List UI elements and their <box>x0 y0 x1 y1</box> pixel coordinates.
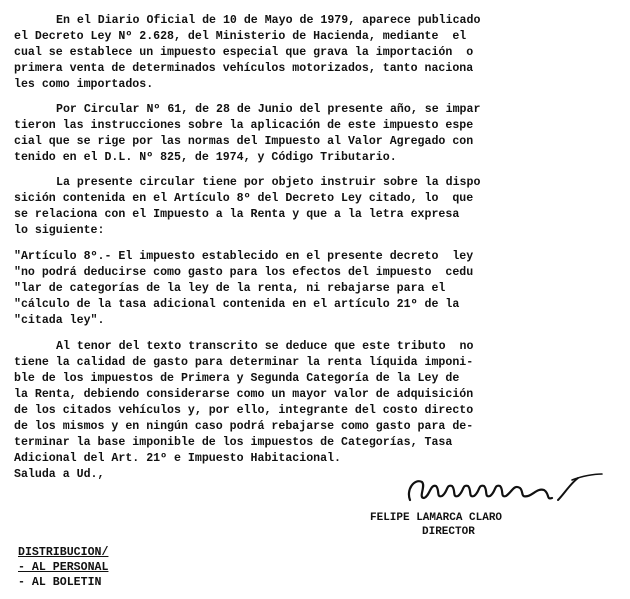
text-line: primera venta de determinados vehículos motorizados, tanto naciona <box>14 62 474 75</box>
text-line: En el Diario Oficial de 10 de Mayo de 1979, aparece publicado <box>56 14 481 27</box>
text-line: tiene la calidad de gasto para determinar la renta líquida imponi- <box>14 356 474 369</box>
text-line: la Renta, debiendo considerarse como un mayor valor de adquisición <box>14 388 474 401</box>
text-line: Por Circular Nº 61, de 28 de Junio del presente año, se impar <box>56 103 481 116</box>
distribution-item: - AL PERSONAL <box>18 561 109 574</box>
text-line: tenido en el D.L. Nº 825, de 1974, y Código Tributario. <box>14 151 397 164</box>
quote-line: "citada ley". <box>14 314 105 327</box>
text-line: Al tenor del texto transcrito se deduce que este tributo no <box>56 340 474 353</box>
text-line: tieron las instrucciones sobre la aplicación de este impuesto espe <box>14 119 474 132</box>
text-line: Adicional del Art. 21º e Impuesto Habitacional. <box>14 452 341 465</box>
text-line: La presente circular tiene por objeto instruir sobre la dispo <box>56 176 481 189</box>
signatory-title: DIRECTOR <box>422 526 475 538</box>
handwritten-signature <box>400 470 605 510</box>
quote-line: "lar de categorías de la ley de la renta, ni rebajarse para el <box>14 282 446 295</box>
quote-line: "no podrá deducirse como gasto para los efectos del impuesto cedu <box>14 266 474 279</box>
text-line: ble de los impuestos de Primera y Segunda Categoría de la Ley de <box>14 372 460 385</box>
text-line: de los citados vehículos y, por ello, integrante del costo directo <box>14 404 474 417</box>
text-line: el Decreto Ley Nº 2.628, del Ministerio de Hacienda, mediante el <box>14 30 467 43</box>
distribution-heading: DISTRIBUCION/ <box>18 546 109 559</box>
text-line: cual se establece un impuesto especial que grava la importación o <box>14 46 474 59</box>
closing: Saluda a Ud., <box>14 468 105 481</box>
text-line: lo siguiente: <box>14 224 105 237</box>
text-line: sición contenida en el Artículo 8º del Decreto Ley citado, lo que <box>14 192 474 205</box>
text-line: se relaciona con el Impuesto a la Renta y que a la letra expresa <box>14 208 460 221</box>
text-line: cial que se rige por las normas del Impuesto al Valor Agregado con <box>14 135 474 148</box>
signatory-name: FELIPE LAMARCA CLARO <box>370 512 503 524</box>
quote-line: "cálculo de la tasa adicional contenida en el artículo 21º de la <box>14 298 460 311</box>
text-line: de los mismos y en ningún caso podrá rebajarse como gasto para de- <box>14 420 474 433</box>
text-line: terminar la base imponible de los impuestos de Categorías, Tasa <box>14 436 453 449</box>
quote-line: "Artículo 8º.- El impuesto establecido en el presente decreto ley <box>14 250 474 263</box>
distribution-item: - AL BOLETIN <box>18 576 102 589</box>
text-line: les como importados. <box>14 78 154 91</box>
